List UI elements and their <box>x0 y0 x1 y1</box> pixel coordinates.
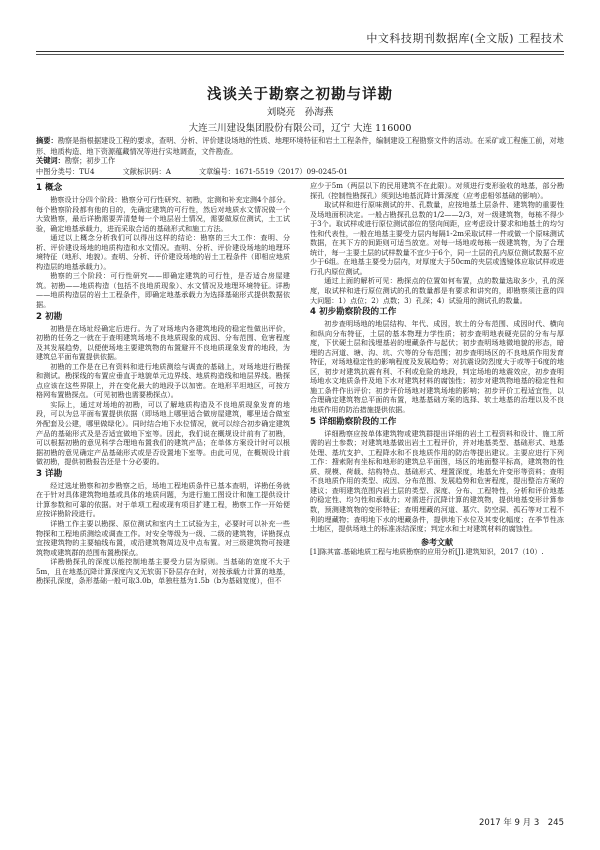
reference-item: [1]陈其富.基础地质工程与地质勘察的应用分析[J].建筑知识，2017（10）. <box>310 548 544 557</box>
paragraph: 通过上面的解析可见：勘探点的位置如何布置，点的数量选取多少，孔的深度，取试样和进行原位测试的孔的数量都是有要求和讲究的，即勘察须注意的四大问题：1）点位；2）点数；3）孔深；4）试验用的测试孔的数量。 <box>310 276 564 305</box>
left-column <box>36 181 290 586</box>
references-heading: 参考文献 <box>421 537 453 547</box>
paragraph: 通过以上概念分析我们可以得出这样的结论：勘察的三大工作：查明、分析、评价建设场地的地质构造和水文情况。查明、分析、评价建设场地的地理环境特征（地形、地貌）。查明、分析、评价建设场地的岩土工程条件（即相应地质构造层的地基承载力）。 <box>36 233 290 271</box>
paragraph: 实际上，通过对场地的初勘，可以了解地质构造及不良地质现象发育的地段，可以为总平面布置提供依据（即场地上哪里适合做房屋建筑，哪里适合做室外配套及公建，哪里做绿化）。同时结合地下水位情况，就可以综合初步确定建筑产品的基础形式及是否适宜做地下室等。因此，我们说在概规设计前有了初勘，可以根据初勘的意见科学合理地布置我们的建筑产品；在单体方案设计时可以根据初勘的意见确定产品基础形式或是否设置地下室等。由此可见，在概规设计前做初勘，提供初勘报告还是十分必要的。 <box>36 399 290 467</box>
paragraph: 勘察的三个阶段：可行性研究——即确定建筑的可行性，是否适合房屋建筑。初勘——地质构造（包括不良地质现象）、水文情况及地理环境特征。详勘——地质构造层的岩土工程条件，即确定地基承载力为选择基础形式提供数据依据。 <box>36 271 290 310</box>
paragraph: 应少于5m（两层以下的民用建筑不在此限）。对须进行变形验收的地基，部分勘探孔（控制性勘探孔）须到达地基沉降计算深度（应考虑相邻基础的影响）。 <box>310 181 564 200</box>
section-heading: 5 详细勘察阶段的工作 <box>310 416 397 427</box>
abstract-label: 摘要： <box>36 136 58 145</box>
paragraph: 取试样和进行原味测试的井、孔数量，应按地基土层条件、建筑物的重要性及场地面积决定。一般占勘探孔总数的1/2——2/3，对一级建筑物，每栋不得少于3个。取试样或进行原位测试部位的竖向间距，应考虑设计要求和地基土的均匀性和代表性，一般在地基主要受力层内每隔1-2m采取试样一件或做一个原味测试数据，在其下方的间距则可适当放宽。对每一场地或每栋一级建筑物，为了合理统计，每一主要土层的试样数量不宜少于6个，同一土层的孔内原位测试数据不应少于6组。在地基主要受力层内，对厚度大于50cm的夹层或透镜体应取试样或进行孔内原位测试。 <box>310 200 564 276</box>
section-heading: 4 初步勘察阶段的工作 <box>310 307 397 318</box>
journal-header: 中文科技期刊数据库(全文版) 工程技术 <box>366 32 564 45</box>
paragraph: 详勘工作主要以勘探、原位测试和室内土工试验为主，必要时可以补充一些物探和工程地质测绘或调查工作。对安全等级为一级、二级的建筑物，详勘探点宜按建筑物的主要轴线布置，或沿建筑物周边及中点布置。对三级建筑物可按建筑物或建筑群的范围布置勘探点。 <box>36 518 290 557</box>
header-rule <box>36 51 564 52</box>
right-column <box>310 181 564 558</box>
clc-number: 中图分类号：TU4 <box>36 167 95 176</box>
paragraph: 勘察设计分四个阶段：勘察分可行性研究、初勘，定测和补充定测4个部分。每个勘察阶段都有他的目的，先确定建筑的可行性，然后对地质水文情况做一个大致勘察，最后详勘需要弄清楚每一个地层岩土情况，需要做原位测试，土工试验，确定地基承载力，进而采取合适的基础形式和施工方法。 <box>36 195 290 233</box>
meta-rule <box>36 178 564 179</box>
author-affiliation: 大连三川建设集团股份有限公司，辽宁 大连 116000 <box>188 123 412 134</box>
keywords-label: 关键词： <box>36 156 65 165</box>
paragraph: 经过选址勘察和初步勘察之后，场地工程地质条件已基本查明，详勘任务就在于针对具体建筑物地基或具体的地质问题，为进行施工图设计和施工提供设计计算参数和可靠的依据。对于单项工程或现有项目扩建工程，勘察工作一开始便应按详勘阶段进行。 <box>36 480 290 519</box>
article-number: 文章编号：1671-5519（2017）09-0245-01 <box>198 167 348 176</box>
section-heading: 2 初勘 <box>36 311 63 322</box>
page-footer: 2017 年 9 月 3 245 <box>479 818 564 828</box>
document-code: 文献标识码：A <box>122 167 171 176</box>
section-heading: 1 概念 <box>36 183 63 193</box>
section-heading: 3 详勘 <box>36 468 63 479</box>
keywords-text: 勘察；初步工作 <box>64 156 116 165</box>
header-rule-thin <box>36 54 564 55</box>
paragraph: 初勘的工作是在已有资料和进行地质测绘与调查的基础上，对场地进行勘探和测试。勘探线的布置应垂直于地貌单元边界线、地质构造线和地层界线。勘探点应该在这些界限上，并在变化最大的地段予以加密。在地形平坦地区，可按方格网布置勘探点。（可见初勘也需要勘探点）。 <box>36 361 290 400</box>
paragraph: 初步查明场地的地层结构、年代、成因，软土的分布范围、成因时代、横向和纵向分布特征，土层的基本物理力学性质；初步查明地表硬壳层的分布与厚度，下伏硬土层和浅埋基岩的埋藏条件与起伏；初步查明场地微地貌的形态，暗埋的古河道、塘、沟、坑、穴等的分布范围；初步查明场区的不良地质作用发育特征，对场地稳定性的影响程度及发展趋势；对抗震设防烈度大于或等于6度的地区，初步对建筑抗震有利、不利或危险的地段，判定场地的地震效应，初步查明场地水文地质条件及地下水对建筑材料的腐蚀性；初步对建筑物地基的稳定性和施工条件作出评价；初步评价场地对建筑场地的影响；初步评价工程适宜性，以合理确定建筑物总平面的布置，地基基础方案的选择、软土地基的治理以及不良地质作用的防治措施提供依据。 <box>310 319 564 415</box>
paragraph: 初勘是在场址经确定后进行。为了对场地内各建筑地段的稳定性做出评价，初勘的任务之一就在于查明建筑场地不良地质现象的成因、分布范围、危害程度及其发展趋势，以便使场地主要建筑物的布置避开不良地质现象发育的地段，为建筑总平面布置提供依据。 <box>36 323 290 362</box>
abstract-text: 勘察是指根据建设工程的要求，查明、分析、评价建设场地的性质、地理环境特征和岩土工程条件，编制建设工程勘察文件的活动。在采矿或工程施工前，对地形、地质构造、地下资源蕴藏情况等进行实地调查，文件勘查。 <box>36 136 564 156</box>
paragraph: 详细勘察应按单体建筑物或建筑群提出详细的岩土工程资料和设计、施工所需的岩土参数；对建筑地基做出岩土工程评价，并对地基类型、基础形式、地基处理、基坑支护、工程降水和不良地质作用的防治等提出建议。主要应进行下列工作：搜索附有坐标和地形的建筑总平面图，场区的地面整平标高，建筑物的性质、规模、荷载、结构特点、基础形式、埋置深度，地基允许变形等资料；查明不良地质作用的类型、成因、分布范围、发展趋势和危害程度，提出整治方案的建议；查明建筑范围内岩土层的类型、深度、分布、工程特性，分析和评价地基的稳定性、均匀性和承载力；对需进行沉降计算的建筑物，提供地基变形计算参数，预测建筑物的变形特征；查明埋藏的河道、墓穴、防空洞、孤石等对工程不利的埋藏物；查明地下水的埋藏条件，提供地下水位及其变化幅度；在季节性冻土地区，提供场地土的标准冻结深度；判定水和土对建筑材料的腐蚀性。 <box>310 428 564 534</box>
article-meta <box>36 167 564 177</box>
article-title: 浅谈关于勘察之初勘与详勘 <box>207 87 393 103</box>
paragraph: 详勘勘探孔的深度以能控制地基主要受力层为原则。当基础的宽度不大于5m，且在地基沉降计算深度内又无软弱下卧层存在时，对按承载力计算的地基，勘探孔深度，条形基础一般可取3.0b，单独柱基为1.5b（b为基础宽度），但不 <box>36 557 290 586</box>
article-authors: 刘晓亮 孙海燕 <box>266 107 334 118</box>
keywords <box>36 156 564 166</box>
abstract <box>36 135 564 157</box>
